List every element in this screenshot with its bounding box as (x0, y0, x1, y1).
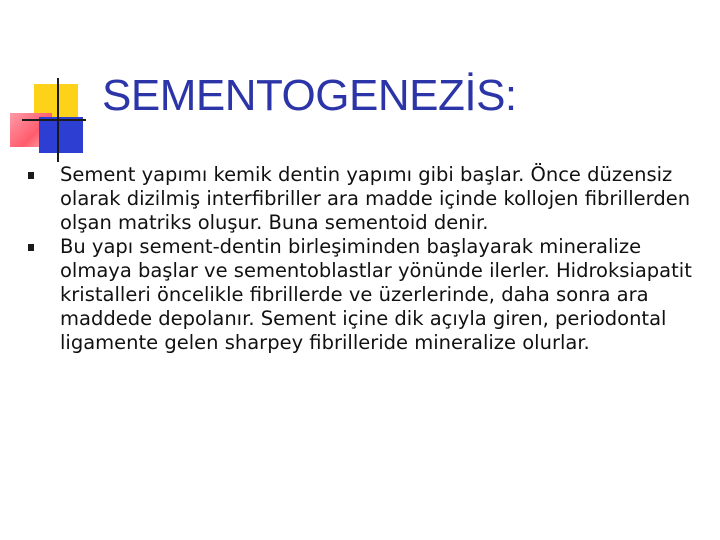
bullet-item (28, 163, 696, 235)
bullet-text: Sement yapımı kemik dentin yapımı gibi başlar. Önce düzensiz olarak dizilmiş interfibriller ara madde içinde kollojen fibrillerden olşan matriks oluşur. Buna sementoid denir. (60, 163, 691, 234)
bullet-item (28, 235, 696, 355)
logo-blue-square (39, 117, 83, 153)
square-bullet-icon (28, 244, 34, 251)
square-bullet-icon (28, 172, 34, 179)
slide-title: SEMENTOGENEZİS: (102, 71, 517, 120)
bullet-text: Bu yapı sement-dentin birleşiminden başlayarak mineralize olmaya başlar ve sementoblastlar yönünde ilerler. Hidroksiapatit kristalleri öncelikle fibrillerde ve üzerlerinde, daha sonra ara maddede depolanır. Sement içine dik açıyla giren, periodontal ligamente gelen sharpey fibrilleride mineralize olurlar. (60, 235, 692, 354)
decorative-logo (0, 0, 100, 170)
logo-horizontal-line (22, 119, 86, 121)
bullet-list (28, 163, 696, 355)
